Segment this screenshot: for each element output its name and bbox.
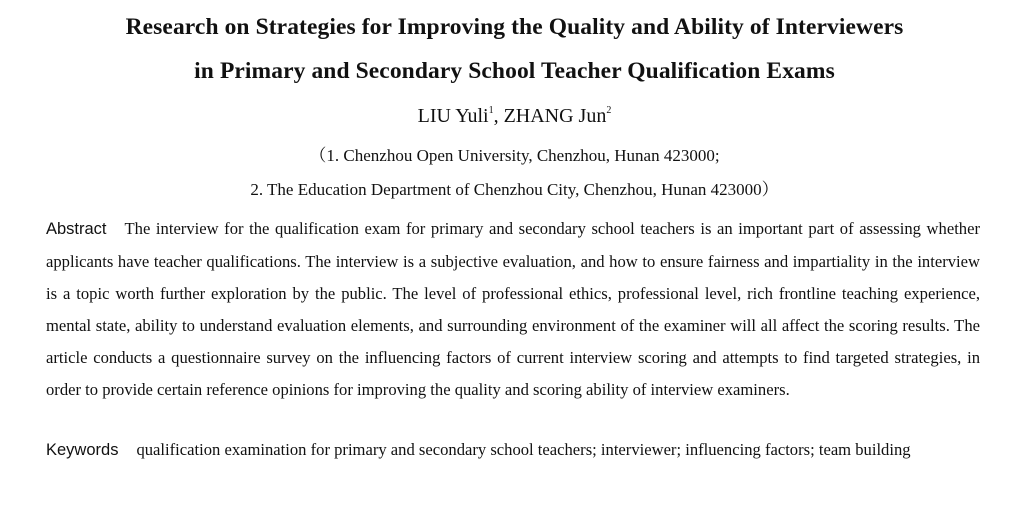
affiliation-mark: 2	[606, 105, 612, 116]
affiliation-mark: 1	[488, 105, 494, 116]
affiliation-line: 2. The Education Department of Chenzhou City, Chenzhou, Hunan 423000）	[250, 180, 779, 199]
affiliation-line: （1. Chenzhou Open University, Chenzhou, Hunan 423000;	[309, 146, 720, 165]
keywords-section	[46, 434, 980, 467]
abstract-text: The interview for the qualification exam for primary and secondary school teachers is an important part of assessing whether applicants have teacher qualifications. The interview is a subjective evaluation, and how to ensure fairness and impartiality in the interview is a topic worth further exploration by the public. The level of professional ethics, professional level, rich frontline teaching experience, mental state, ability to understand evaluation elements, and surrounding environment of the examiner will all affect the scoring results. The article conducts a questionnaire survey on the influencing factors of current interview scoring and attempts to find targeted strategies, in order to provide certain reference opinions for improving the quality and scoring ability of interview examiners.	[46, 219, 980, 399]
paper-title-line-1: Research on Strategies for Improving the Quality and Ability of Interviewers	[125, 14, 904, 40]
keywords-label: Keywords	[46, 441, 119, 459]
abstract-section	[46, 213, 980, 405]
author-list	[0, 102, 1029, 130]
paper-title	[0, 5, 1029, 93]
paper-title-line-2: in Primary and Secondary School Teacher Qualification Exams	[194, 58, 835, 84]
abstract-label: Abstract	[46, 220, 107, 238]
author-name: LIU Yuli	[417, 105, 489, 127]
author-name: ZHANG Jun	[503, 105, 607, 127]
author-separator: ,	[493, 105, 504, 127]
keywords-text: qualification examination for primary and secondary school teachers; interviewer; influencing factors; team building	[136, 440, 911, 459]
